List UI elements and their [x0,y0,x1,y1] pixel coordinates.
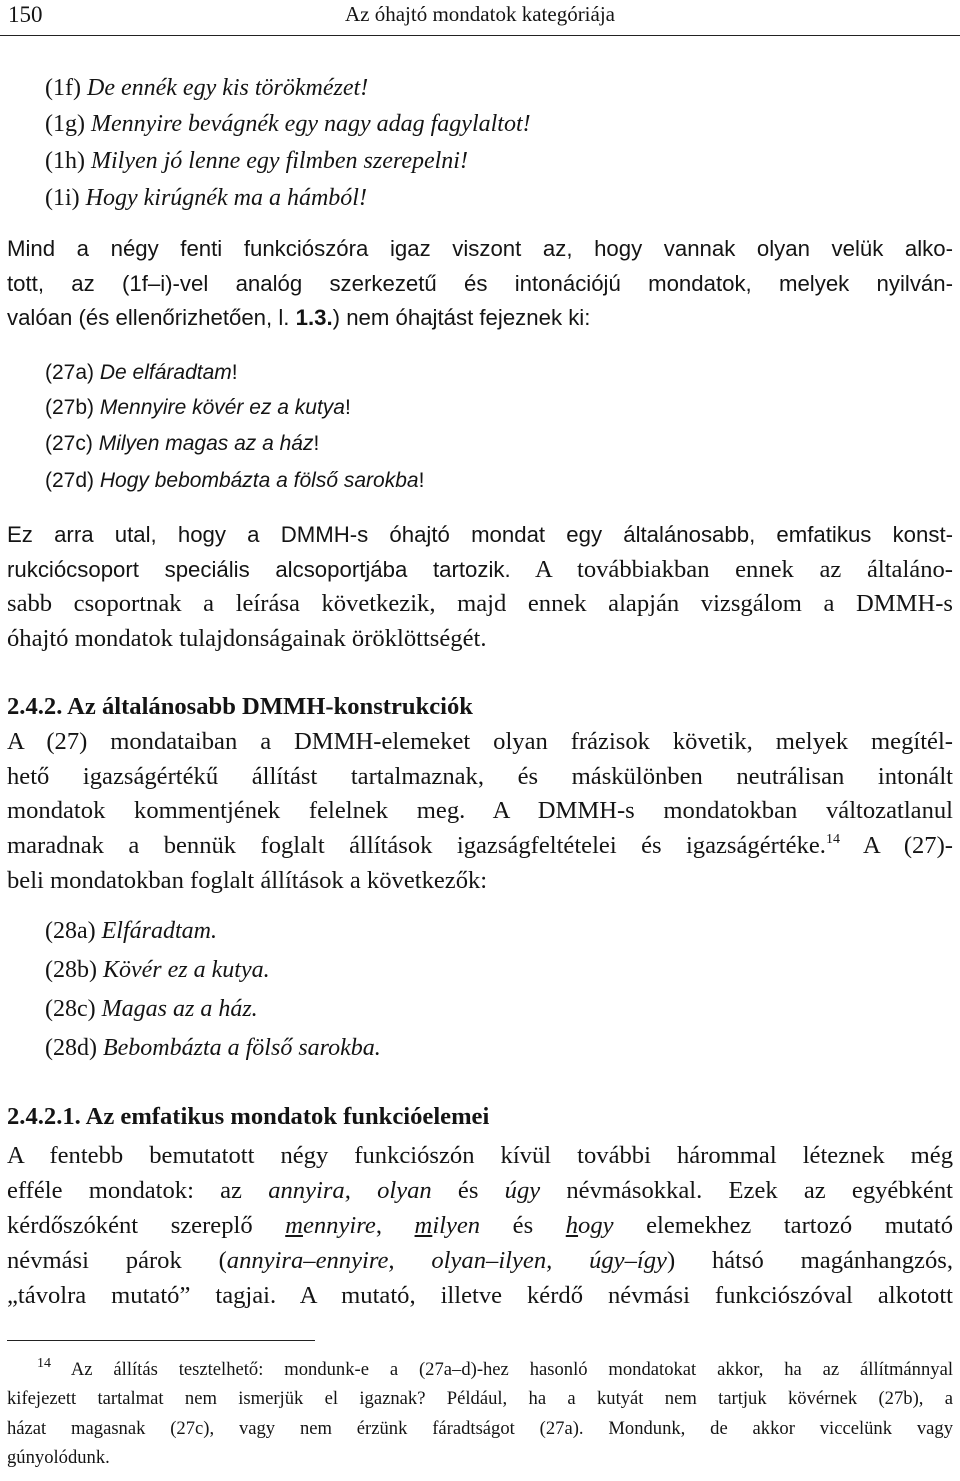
example-1g: (1g) Mennyire bevágnék egy nagy adag fagylaltot! [45,111,531,137]
footnote-marker[interactable]: 14 [825,832,840,848]
page-header [0,0,960,40]
example-27a: (27a) De elfáradtam! [45,361,238,384]
paragraph-2: Ez arra utal, hogy a DMMH-s óhajtó mondat egy általánosabb, emfatikus konst- rukciócsoport speciális alcsoportjába tartozik. A továbbiakban ennek az általáno- sabb csoportnak a leírása következik, majd ennek alapján vizsgálom a DMMH-s óhajtó mondatok tulajdonságainak öröklöttségét. [7,522,953,653]
example-27c: (27c) Milyen magas az a ház! [45,432,320,455]
example-1f: (1f) De ennék egy kis törökmézet! [45,75,369,101]
example-28c: (28c) Magas az a ház. [45,996,258,1022]
example-28b: (28b) Kövér ez a kutya. [45,957,270,983]
footnote-number: 14 [37,1356,51,1371]
footnote-rule [7,1340,315,1341]
example-28d: (28d) Bebombázta a fölső sarokba. [45,1035,381,1061]
example-1h: (1h) Milyen jó lenne egy filmben szerepelni! [45,148,468,174]
example-27d: (27d) Hogy bebombázta a fölső sarokba! [45,469,425,492]
example-27b: (27b) Mennyire kövér ez a kutya! [45,396,351,419]
header-rule [0,35,960,36]
paragraph-1: Mind a négy fenti funkciószóra igaz viszont az, hogy vannak olyan velük alko- tott, az (1f–i)-vel analóg szerkezetű és intonációjú mondatok, melyek nyilván- valóan (és ellenőrizhetően, l. 1.3.) nem óhajtást fejeznek ki: [7,236,953,331]
section-heading: 2.4.2. Az általánosabb DMMH-konstrukciók [7,693,473,720]
paragraph-4: A fentebb bemutatott négy funkciószón kívül további hárommal léteznek még efféle mondatok: az annyira, olyan és úgy névmásokkal. Ezek az egyébként kérdőszóként szereplő mennyire, milyen és hogy elemekhez tartozó mutató névmási párok (annyira–ennyire, olyan–ilyen, úgy–így) hátsó magánhangzós, „távolra mutató” tagjai. A mutató, illetve kérdő névmási funkciószóval alkotott [7,1142,954,1309]
page-number: 150 [8,2,43,27]
example-28a: (28a) Elfáradtam. [45,918,217,944]
subsection-heading: 2.4.2.1. Az emfatikus mondatok funkcióelemei [7,1103,490,1130]
section-ref: 1.3. [295,305,333,331]
footnote: $^{14}$ Az állítás tesztelhető: mondunk-e a (27a–d)-hez hasonló mondatokat akkor, ha az állítmánnyal kifejezett tartalmat nem ismerjük el igaznak? Például, ha a kutyát nem tartjuk kövérnek (27b), a házat magasnak (27c), vagy nem érzünk fáradtságot (27a). Mondunk, de akkor viccelünk vagy gúnyolódunk. [7,1356,953,1469]
example-1i: (1i) Hogy kirúgnék ma a hámból! [45,185,367,211]
running-title: Az óhajtó mondatok kategóriája [345,2,615,26]
paragraph-3: A (27) mondataiban a DMMH-elemeket olyan frázisok követik, melyek megítél- hető igazságértékű állítást tartalmaznak, és máskülönben neutrálisan intonált mondatok kommentjének felelnek meg. A DMMH-s mondatokban változatlanul maradnak a bennük foglalt állítások igazságfeltételei és igazságértéke.$^{14}$ A (27)- beli mondatokban foglalt állítások a következők: [7,728,953,894]
